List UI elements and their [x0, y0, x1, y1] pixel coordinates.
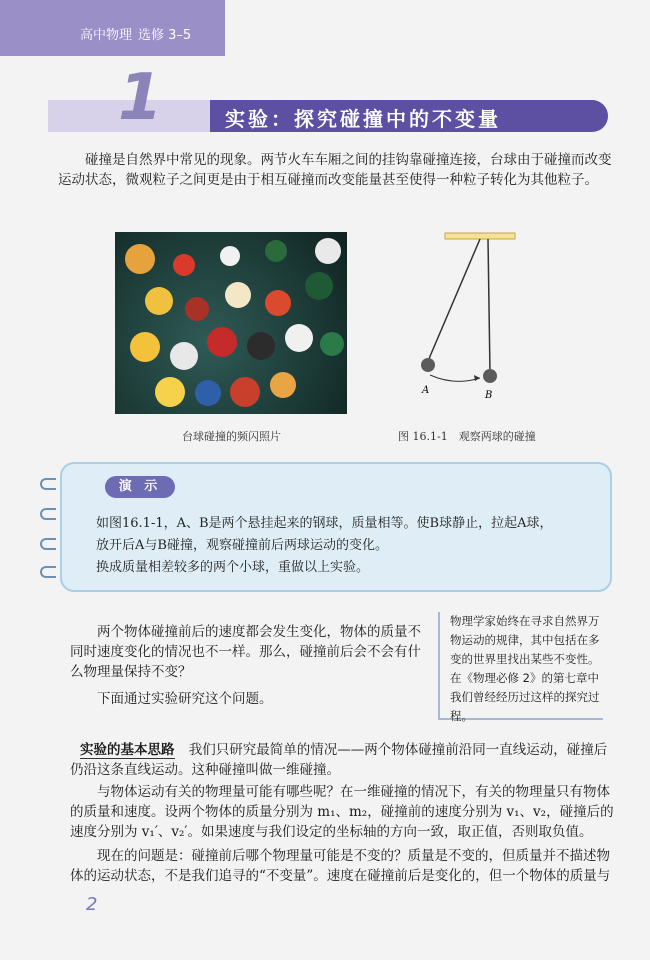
ring-icon	[40, 508, 56, 520]
demo-line-1: 如图16.1-1，A、B是两个悬挂起来的钢球，质量相等。使B球静止，拉起A球，	[96, 516, 553, 531]
header-title	[80, 24, 191, 43]
header-subject: 高中物理	[80, 28, 133, 43]
page-number: 2	[86, 894, 98, 915]
section-heading: 实验的基本思路	[80, 742, 175, 758]
intro-paragraph: 碰撞是自然界中常见的现象。两节火车车厢之间的挂钩靠碰撞连接，台球由于碰撞而改变运动状态，微观粒子之间更是由于相互碰撞而改变能量甚至使得一种粒子转化为其他粒子。	[58, 152, 612, 188]
demo-line-3: 换成质量相差较多的两个小球，重做以上实验。	[96, 560, 370, 575]
ring-icon	[40, 538, 56, 550]
paragraph-5: 与物体运动有关的物理量可能有哪些呢？在一维碰撞的情况下，有关的物理量只有物体的质量和速度。设两个物体的质量分别为 m₁、m₂，碰撞前的速度分别为 v₁、v₂，碰撞后的速度分别为 v₁′、v₂′。如果速度与我们设定的坐标轴的方向一致，取正值，否则取负值。	[70, 784, 614, 840]
paragraph-2: 两个物体碰撞前后的速度都会发生变化，物体的质量不同时速度变化的情况也不一样。那么，碰撞前后会不会有什么物理量保持不变？	[70, 624, 421, 680]
section-title: 实验：探究碰撞中的不变量	[225, 107, 501, 131]
photo-caption: 台球碰撞的频闪照片	[182, 430, 281, 443]
demo-line-2: 放开后A与B碰撞，观察碰撞前后两球运动的变化。	[96, 538, 388, 553]
pendulum-diagram	[400, 228, 520, 413]
paragraph-4-text: 我们只研究最简单的情况——两个物体碰撞前沿同一直线运动，碰撞后仍沿这条直线运动。这种碰撞叫做一维碰撞。	[70, 742, 608, 778]
billiards-photo	[115, 232, 347, 414]
header-volume: 选修 3–5	[138, 28, 192, 43]
paragraph-4	[70, 740, 618, 780]
paragraph-6: 现在的问题是：碰撞前后哪个物理量可能是不变的？质量是不变的，但质量并不描述物体的运动状态，不是我们追寻的“不变量”。速度在碰撞前后是变化的，但一个物体的质量与	[70, 848, 611, 884]
label-a: A	[422, 385, 430, 396]
ring-icon	[40, 478, 56, 490]
sidebar-note: 物理学家始终在寻求自然界万物运动的规律，其中包括在多变的世界里找出某些不变性。在《物理必修 2》的第七章中我们曾经经历过这样的探究过程。	[438, 612, 603, 720]
ring-icon	[40, 566, 56, 578]
label-b: B	[485, 390, 493, 401]
demo-label: 演 示	[105, 476, 175, 498]
section-number: 1	[118, 61, 163, 135]
paragraph-3: 下面通过实验研究这个问题。	[97, 691, 273, 707]
pendulum-caption: 图 16.1-1 观察两球的碰撞	[398, 430, 536, 443]
